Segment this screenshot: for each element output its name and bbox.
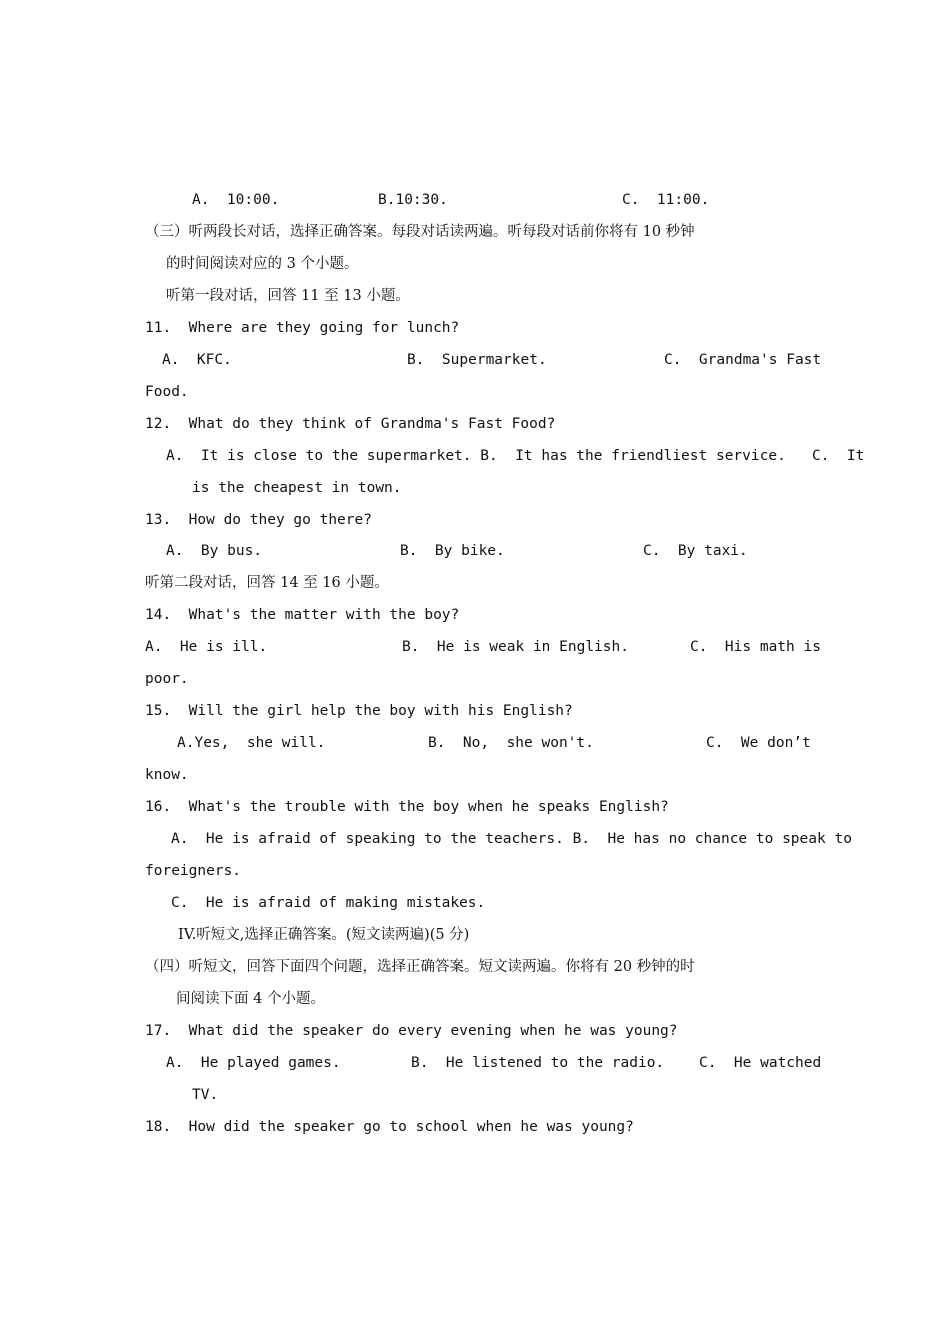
section-three-instructions: （三）听两段长对话，选择正确答案。每段对话读两遍。听每段对话前你将有 10 秒钟 [145, 224, 695, 240]
question-12-options: A. It is close to the supermarket. B. It has the friendliest service. C. It [166, 448, 865, 464]
option-b: B. No, she won't. [428, 735, 594, 751]
question-13: 13. How do they go there? [145, 512, 372, 528]
question-17: 17. What did the speaker do every evening when he was young? [145, 1023, 678, 1039]
option-a: A. 10:00. [192, 192, 280, 208]
question-11: 11. Where are they going for lunch? [145, 320, 460, 336]
question-16: 16. What's the trouble with the boy when he speaks English? [145, 799, 669, 815]
option-a: A. He is ill. [145, 639, 268, 655]
option-c: C. Grandma's Fast [664, 352, 822, 368]
section-three-instructions-cont: 的时间阅读对应的 3 个小题。 [166, 256, 359, 272]
option-c: C. He watched [699, 1055, 822, 1071]
question-15: 15. Will the girl help the boy with his English? [145, 703, 573, 719]
question-12: 12. What do they think of Grandma's Fast Food? [145, 416, 556, 432]
option-a: A. He played games. [166, 1055, 341, 1071]
option-a: A. By bus. [166, 543, 263, 559]
option-c-cont: poor. [145, 671, 189, 687]
option-b: B. He listened to the radio. [411, 1055, 665, 1071]
section-four-instructions-cont: 间阅读下面 4 个小题。 [176, 991, 325, 1007]
dialogue-two-heading: 听第二段对话，回答 14 至 16 小题。 [145, 575, 389, 591]
question-16-option-c: C. He is afraid of making mistakes. [171, 895, 486, 911]
section-four-title: IV.听短文,选择正确答案。(短文读两遍)(5 分) [178, 927, 470, 943]
option-c-cont: Food. [145, 384, 189, 400]
option-a: A.Yes, she will. [177, 735, 326, 751]
option-a: A. KFC. [162, 352, 232, 368]
option-b: B. He is weak in English. [402, 639, 629, 655]
section-four-instructions: （四）听短文，回答下面四个问题，选择正确答案。短文读两遍。你将有 20 秒钟的时 [145, 959, 695, 975]
option-c: C. His math is [690, 639, 821, 655]
question-16-options: A. He is afraid of speaking to the teachers. B. He has no chance to speak to [171, 831, 852, 847]
option-c-cont: know. [145, 767, 189, 783]
question-14: 14. What's the matter with the boy? [145, 607, 460, 623]
option-b: B. By bike. [400, 543, 505, 559]
dialogue-one-heading: 听第一段对话，回答 11 至 13 小题。 [166, 288, 410, 304]
question-16-options-cont: foreigners. [145, 863, 242, 879]
option-b: B.10:30. [378, 192, 448, 208]
option-c-cont: TV. [192, 1087, 219, 1103]
option-b: B. Supermarket. [407, 352, 547, 368]
option-c: C. We don’t [706, 735, 811, 751]
question-12-options-cont: is the cheapest in town. [192, 480, 402, 496]
question-18: 18. How did the speaker go to school when he was young? [145, 1119, 634, 1135]
option-c: C. By taxi. [643, 543, 748, 559]
option-c: C. 11:00. [622, 192, 710, 208]
